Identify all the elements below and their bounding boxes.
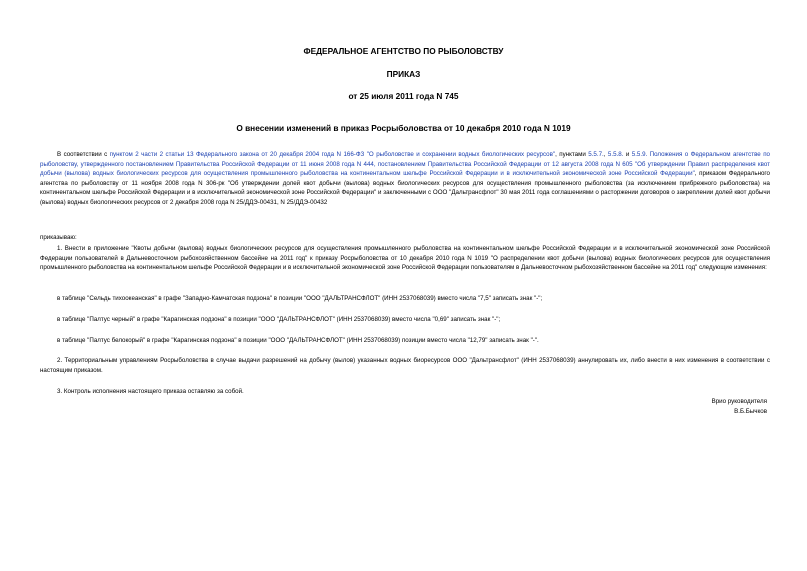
preamble-text-1: В соответствии с	[57, 151, 110, 158]
preamble-text-2: , пунктами	[555, 151, 589, 158]
agency-name: ФЕДЕРАЛЬНОЕ АГЕНТСТВО ПО РЫБОЛОВСТВУ	[303, 46, 504, 56]
preamble-text-4: и	[623, 151, 632, 158]
preamble-text-5: , приказом Федерального агентства по рыболовству от 11 ноября 2008 года N 306-рк "Об утверждении долей квот добычи (вылова) водных биологических ресурсов для осуществления промышленного рыболовства (за исключением прибрежного рыболовства) на континентальном шельфе Российской Федерации и в исключительной экономической зоне Российской Федерации" и заключенными с ООО "Дальтрансфлот" 30 мая 2011 года соглашениями о расторжении договоров о закреплении долей квот добычи (вылова) водных биологических ресурсов от 2 декабря 2008 года N 25/ДДЭ-00431, N 25/ДДЭ-00432	[40, 170, 770, 206]
order-item-2: 2. Территориальным управлениям Росрыболовства в случае выдачи разрешений на добычу (вылов) указанных водных биоресурсов ООО "Дальтрансфлот" (ИНН 2537068039) аннулировать их, либо внести в них изменения в соответствии с настоящим приказом.	[40, 357, 770, 374]
document-type: ПРИКАЗ	[386, 69, 421, 79]
order-word: приказываю:	[40, 234, 77, 241]
link-clause-5-5-8[interactable]: 5.5.8.	[607, 151, 624, 158]
signer-position: Врио руководителя	[711, 398, 767, 405]
sub-item-herring: в таблице "Сельдь тихоокеанская" в графе "Западно-Камчатская подзона" в позиции "ООО "ДАЛЬТРАНСФЛОТ" (ИНН 2537068039) вместо числа "7,5" записать знак "-";	[57, 295, 543, 302]
sub-item-white-halibut: в таблице "Палтус белокорый" в графе "Карагинская подзона" в позиции "ООО "ДАЛЬТРАНСФЛОТ" (ИНН 2537068039) позиции вместо числа "12,79" записать знак "-".	[57, 337, 539, 344]
preamble-paragraph	[40, 150, 770, 208]
signer-name: В.Б.Бычков	[734, 408, 767, 415]
link-federal-law[interactable]: пунктом 2 части 2 статьи 13 Федерального закона от 20 декабря 2004 года N 166-ФЗ "О рыболовстве и сохранении водных биологических ресурсов"	[109, 151, 556, 158]
order-item-1: 1. Внести в приложение "Квоты добычи (вылова) водных биологических ресурсов для осуществления промышленного рыболовства на континентальном шельфе Российской Федерации и в исключительной экономической зоне Российской Федерации пользователей в Дальневосточном рыбохозяйственном бассейне на 2011 год" к приказу Росрыболовства от 10 декабря 2010 года N 1019 "О распределении квот добычи (вылова) водных биологических ресурсов для осуществления промышленного рыболовства на континентальном шельфе Российской Федерации и в исключительной экономической зоне Российской Федерации пользователям в Дальневосточном рыбохозяйственном бассейне на 2011 год" следующие изменения:	[40, 245, 770, 272]
link-clause-5-5-9-regulation[interactable]: 5.5.9. Положения о Федеральном агентстве по рыболовству, утвержденного постановлением Правительства Российской Федерации от 11 июня 2008 года N 444, постановлением Правительства Российской Федерации от 12 августа 2008 года N 605 "Об утверждении Правил распределения квот добычи (вылова) водных биологических ресурсов для осуществления промышленного рыболовства на континентальном шельфе Российской Федерации и в исключительной экономической зоне Российской Федерации"	[40, 151, 770, 178]
link-clause-5-5-7[interactable]: 5.5.7.	[588, 151, 604, 158]
document-date: от 25 июля 2011 года N 745	[348, 91, 459, 101]
preamble-text-3: ,	[603, 151, 608, 158]
document-title: О внесении изменений в приказ Росрыболовства от 10 декабря 2010 года N 1019	[236, 123, 571, 133]
sub-item-black-halibut: в таблице "Палтус черный" в графе "Карагинская подзона" в позиции "ООО "ДАЛЬТРАНСФЛОТ" (ИНН 2537068039) вместо числа "0,69" записать знак "-";	[57, 316, 501, 323]
order-item-3: 3. Контроль исполнения настоящего приказа оставляю за собой.	[57, 388, 244, 395]
